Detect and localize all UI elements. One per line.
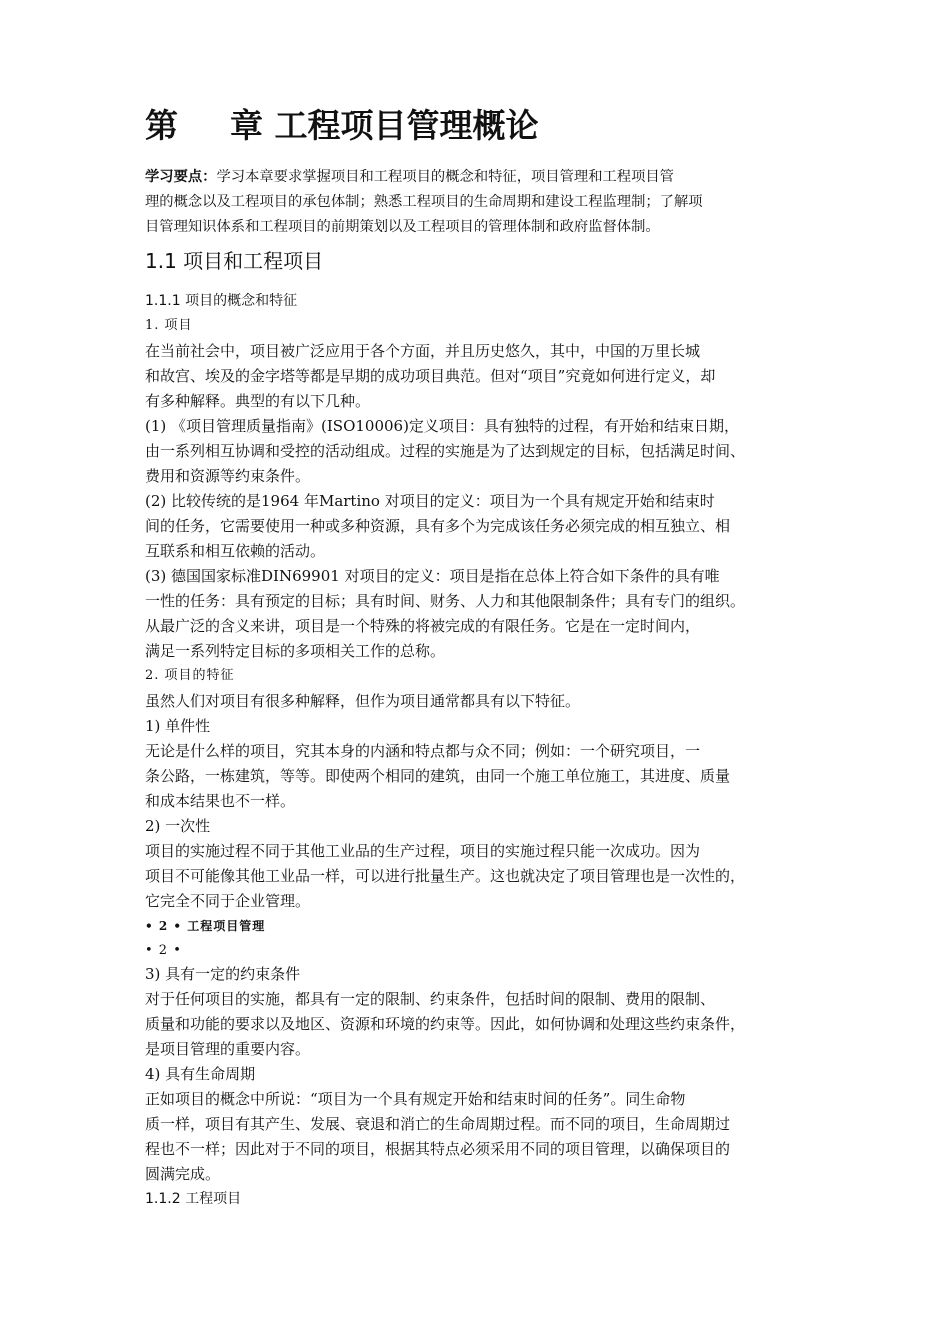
page-number: • 2 • [145,943,182,958]
running-header: • 2 • 工程项目管理 [145,919,266,933]
feature-heading-4: 4) 具有生命周期 [145,1065,256,1083]
paragraph-line: 虽然人们对项目有很多种解释，但作为项目通常都具有以下特征。 [145,692,581,710]
feature-line: 项目的实施过程不同于其他工业品的生产过程，项目的实施过程只能一次成功。因为 [145,842,701,860]
feature-line: 正如项目的概念中所说：“项目为一个具有规定开始和结束时间的任务”。同生命物 [145,1090,686,1108]
definition-line: 互联系和相互依赖的活动。 [145,542,326,560]
subsection-heading-1-1-1: 1.1.1 项目的概念和特征 [145,293,298,309]
feature-line: 质一样，项目有其产生、发展、衰退和消亡的生命周期过程。而不同的项目，生命周期过 [145,1115,731,1133]
key-points-line-2: 理的概念以及工程项目的承包体制；熟悉工程项目的生命周期和建设工程监理制；了解项 [145,194,703,210]
feature-line: 条公路，一栋建筑，等等。即使两个相同的建筑，由同一个施工单位施工，其进度、质量 [145,767,731,785]
definition-line: 从最广泛的含义来讲，项目是一个特殊的将被完成的有限任务。它是在一定时间内， [145,617,701,635]
feature-line: 它完全不同于企业管理。 [145,892,311,910]
definition-line: 由一系列相互协调和受控的活动组成。过程的实施是为了达到规定的目标，包括满足时间、 [145,442,746,460]
subsection-heading-1-1-2: 1.1.2 工程项目 [145,1191,242,1207]
definition-line: (1) 《项目管理质量指南》(ISO10006)定义项目：具有独特的过程，有开始和结束日期， [145,417,739,435]
feature-line: 圆满完成。 [145,1165,221,1183]
feature-heading-1: 1) 单件性 [145,717,211,735]
item-heading-2: 2. 项目的特征 [145,668,235,683]
feature-line: 是项目管理的重要内容。 [145,1040,311,1058]
feature-line: 无论是什么样的项目，究其本身的内涵和特点都与众不同；例如：一个研究项目，一 [145,742,701,760]
feature-heading-3: 3) 具有一定的约束条件 [145,965,301,983]
definition-line: (2) 比较传统的是1964 年Martino 对项目的定义：项目为一个具有规定开始和结束时 [145,492,715,510]
key-points-label: 学习要点： [145,169,217,185]
key-points-line-3: 目管理知识体系和工程项目的前期策划以及工程项目的管理体制和政府监督体制。 [145,219,660,235]
definition-line: 一性的任务：具有预定的目标；具有时间、财务、人力和其他限制条件；具有专门的组织。 [145,592,746,610]
feature-line: 质量和功能的要求以及地区、资源和环境的约束等。因此，如何协调和处理这些约束条件， [145,1015,746,1033]
paragraph-line: 在当前社会中，项目被广泛应用于各个方面，并且历史悠久，其中，中国的万里长城 [145,342,701,360]
paragraph-line: 有多种解释。典型的有以下几种。 [145,392,371,410]
paragraph-line: 和故宫、埃及的金字塔等都是早期的成功项目典范。但对“项目”究竟如何进行定义，却 [145,367,716,385]
chapter-name: 章 工程项目管理概论 [230,106,539,145]
key-points-line-1: 学习要点：学习本章要求掌握项目和工程项目的概念和特征，项目管理和工程项目管 [145,169,674,185]
definition-line: 满足一系列特定目标的多项相关工作的总称。 [145,642,446,660]
chapter-prefix: 第 [145,106,178,145]
section-heading-1-1: 1.1 项目和工程项目 [145,249,324,273]
definition-line: 费用和资源等约束条件。 [145,467,311,485]
feature-heading-2: 2) 一次性 [145,817,211,835]
feature-line: 对于任何项目的实施，都具有一定的限制、约束条件，包括时间的限制、费用的限制、 [145,990,716,1008]
definition-line: 间的任务，它需要使用一种或多种资源，具有多个为完成该任务必须完成的相互独立、相 [145,517,731,535]
item-heading-1: 1. 项目 [145,318,193,333]
definition-line: (3) 德国国家标准DIN69901 对项目的定义：项目是指在总体上符合如下条件的具有唯 [145,567,720,585]
feature-line: 程也不一样；因此对于不同的项目，根据其特点必须采用不同的项目管理，以确保项目的 [145,1140,731,1158]
feature-line: 项目不可能像其他工业品一样，可以进行批量生产。这也就决定了项目管理也是一次性的， [145,867,746,885]
chapter-title [145,104,539,148]
feature-line: 和成本结果也不一样。 [145,792,296,810]
